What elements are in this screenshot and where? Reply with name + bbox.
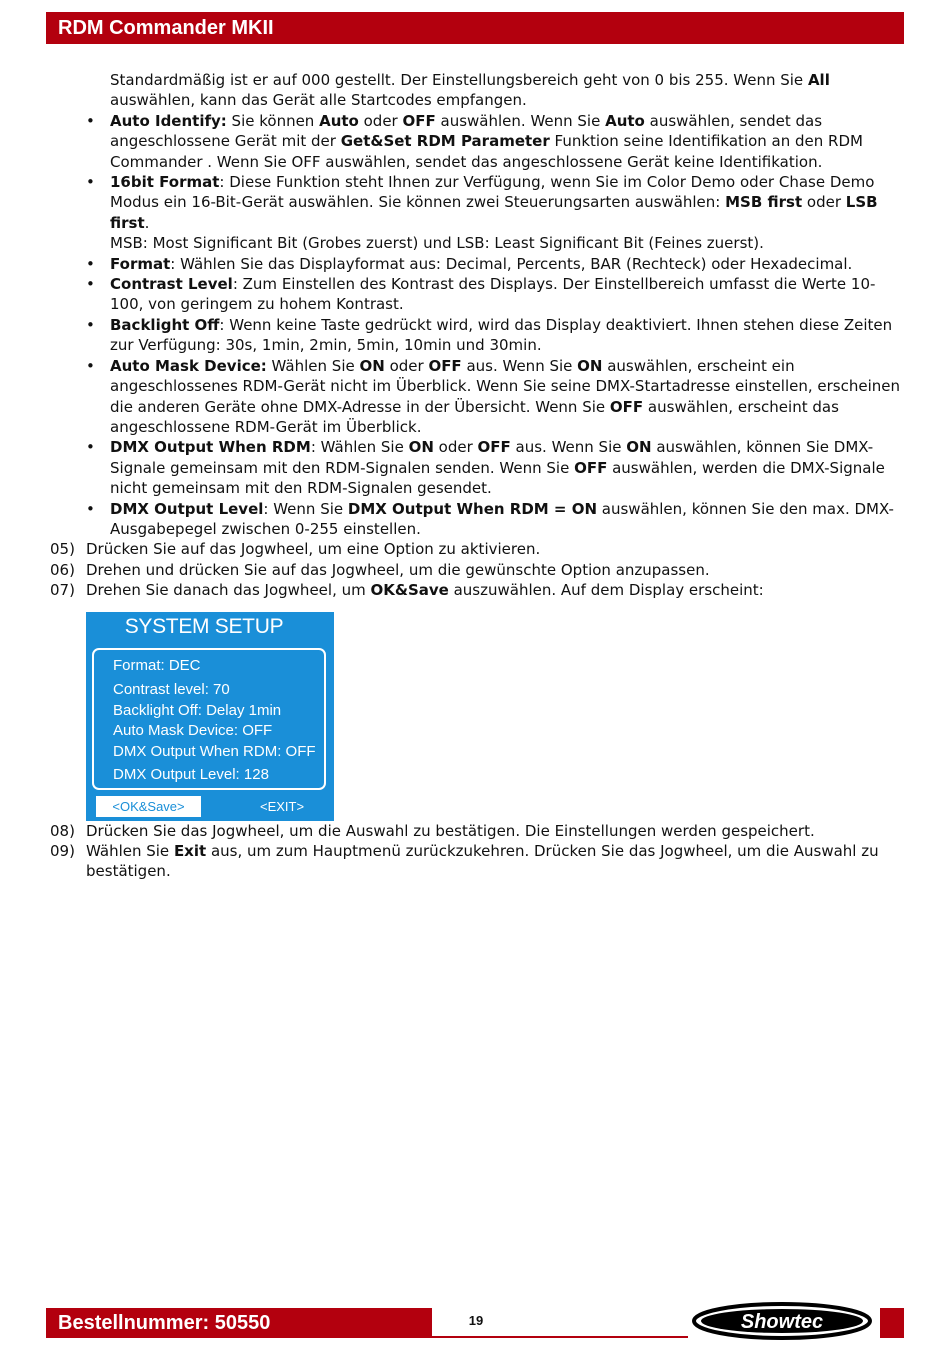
step-05: 05) Drücken Sie auf das Jogwheel, um eine Option zu aktivieren. (50, 540, 541, 559)
display-line-auto-mask: Auto Mask Device: OFF (113, 721, 273, 739)
step-number: 06) (50, 560, 75, 579)
step-06: 06) Drehen und drücken Sie auf das Jogwheel, um die gewünschte Option anzupassen. (50, 560, 710, 579)
steps-list-bottom (50, 821, 905, 882)
display-line-backlight: Backlight Off: Delay 1min (113, 701, 282, 719)
step-number: 09) (50, 841, 75, 860)
document-title: RDM Commander MKII (58, 17, 274, 39)
display-line-dmx-when-rdm: DMX Output When RDM: OFF (113, 742, 316, 760)
order-number: Bestellnummer: 50550 (58, 1312, 271, 1334)
list-item-dmx-output-level: • DMX Output Level: Wenn Sie DMX Output When RDM = ON auswählen, können Sie den max. DMX-Ausgabepegel zwischen 0-255 einstellen. (86, 499, 894, 538)
step-number: 08) (50, 821, 75, 840)
logo-lettering: Showtec (740, 1311, 824, 1333)
system-setup-display (86, 612, 334, 821)
step-09: 09) Wählen Sie Exit aus, um zum Hauptmenü zurückzukehren. Drücken Sie das Jogwheel, um die Auswahl zu bestätigen. (50, 841, 879, 881)
list-item-dmx-output-when-rdm: • DMX Output When RDM: Wählen Sie ON oder OFF aus. Wenn Sie ON auswählen, können Sie DMX-Signale gemeinsam mit den RDM-Signalen senden. Wenn Sie OFF auswählen, werden die DMX-Signale nicht gemeinsam mit den RDM-Signalen gesendet. (86, 438, 885, 498)
step-number: 05) (50, 540, 75, 559)
bullet-icon: • (86, 275, 95, 294)
step-07: 07) Drehen Sie danach das Jogwheel, um OK&Save auszuwählen. Auf dem Display erscheint: (50, 581, 764, 600)
bullet-icon: • (86, 499, 95, 518)
settings-list (50, 111, 905, 540)
bullet-icon: • (86, 356, 95, 375)
step-number: 07) (50, 581, 75, 600)
display-line-contrast: Contrast level: 70 (113, 680, 230, 698)
list-item-auto-identify: • Auto Identify: Sie können Auto oder OFF auswählen. Wenn Sie Auto auswählen, sendet das angeschlossene Gerät mit der Get&Set RDM Parameter Funktion seine Identifikation an den RDM Commander . Wenn Sie OFF auswählen, sendet das angeschlossene Gerät keine Identifikation. (86, 111, 863, 171)
list-item-contrast-level: • Contrast Level: Zum Einstellen des Kontrast des Displays. Der Einstellbereich umfasst die Werte 10-100, von geringem zu hohem Kontrast. (86, 275, 876, 314)
step-08: 08) Drücken Sie das Jogwheel, um die Auswahl zu bestätigen. Die Einstellungen werden gespeichert. (50, 821, 815, 840)
list-item-auto-mask-device: • Auto Mask Device: Wählen Sie ON oder OFF aus. Wenn Sie ON auswählen, erscheint ein angeschlossenes RDM-Gerät nicht im Überblick. Wenn Sie seine DMX-Startadresse einstellen, erscheinen die anderen Geräte ohne DMX-Adresse in der Übersicht. Wenn Sie OFF auswählen, erscheint das angeschlossene RDM-Gerät im Überblick. (86, 356, 901, 436)
bullet-icon: • (86, 173, 95, 192)
intro-paragraph: Standardmäßig ist er auf 000 gestellt. Der Einstellungsbereich geht von 0 bis 255. Wenn Sie All auswählen, kann das Gerät alle Startcodes empfangen. (110, 71, 830, 110)
footer-right-block (880, 1308, 904, 1338)
order-number-bar (46, 1308, 432, 1338)
display-line-dmx-level: DMX Output Level: 128 (113, 765, 269, 783)
ok-save-option: <OK&Save> (96, 796, 201, 817)
display-line-format: Format: DEC (113, 656, 201, 674)
display-title: SYSTEM SETUP (124, 614, 284, 638)
bullet-icon: • (86, 438, 95, 457)
showtec-logo (688, 1300, 878, 1340)
list-item-backlight-off: • Backlight Off: Wenn keine Taste gedrückt wird, wird das Display deaktiviert. Ihnen stehen diese Zeiten zur Verfügung: 30s, 1min, 2min, 5min, 10min und 30min. (86, 315, 893, 355)
showtec-logo-graphic (688, 1300, 878, 1340)
bullet-icon: • (86, 315, 95, 334)
exit-option: <EXIT> (260, 798, 305, 814)
document-body (50, 70, 905, 882)
bullet-icon: • (86, 111, 95, 130)
document-header (46, 12, 904, 44)
steps-list-top (50, 539, 905, 600)
bullet-icon: • (86, 254, 95, 273)
page-number: 19 (468, 1313, 484, 1328)
list-item-16bit-format: • 16bit Format: Diese Funktion steht Ihnen zur Verfügung, wenn Sie im Color Demo oder Chase Demo Modus ein 16-Bit-Gerät auswählen. Sie können zwei Steuerungsarten auswählen: MSB first oder LSB first. MSB: Most Significant Bit (Grobes zuerst) und LSB: Least Significant Bit (Feines zuerst). (86, 173, 878, 253)
list-item-format: • Format: Wählen Sie das Displayformat aus: Decimal, Percents, BAR (Rechteck) oder Hexadecimal. (86, 254, 853, 273)
